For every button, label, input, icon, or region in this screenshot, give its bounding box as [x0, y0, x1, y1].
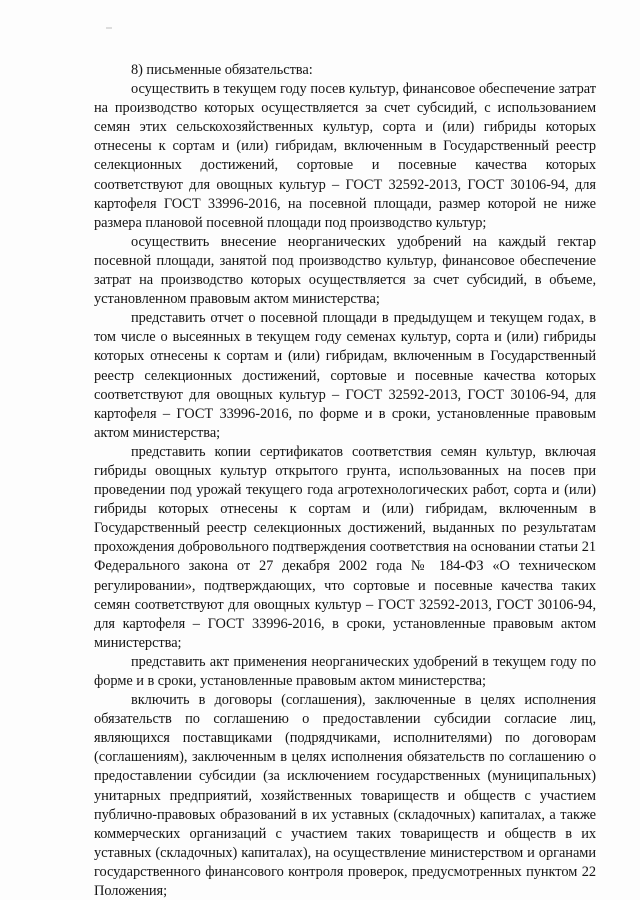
- paragraph-sowing-obligation: осуществить в текущем году посев культур, финансовое обеспечение затрат на производство которых осуществляется за счет субсидий, с использованием семян этих сельскохозяйственных культур, сорта и (или) гибриды которых отнесены к сортам и (или) гибридам, включенным в Государственный реестр селекционных достижений, сортовые и посевные качества которых соответствуют для овощных культур – ГОСТ 32592-2013, ГОСТ 30106-94, для картофеля ГОСТ 33996-2016, на посевной площади, размер которой не ниже размера плановой посевной площади под производство культур;: [94, 81, 596, 231]
- paragraph-contract-consent: включить в договоры (соглашения), заключенные в целях исполнения обязательств по соглашению о предоставлении субсидии согласие лиц, являющихся поставщиками (подрядчиками, исполнителями) по договорам (соглашениям), заключенным в целях исполнения обязательств по соглашению о предоставлении субсидии (за исключением государственных (муниципальных) унитарных предприятий, хозяйственных товариществ и обществ с участием публично-правовых образований в их уставных (складочных) капиталах, а также коммерческих организаций с участием таких товариществ и обществ в их уставных (складочных) капиталах), на осуществление министерством и органами государственного финансового контроля проверок, предусмотренных пунктом 22 Положения;: [94, 692, 596, 900]
- paragraph-fertilizer-act: представить акт применения неорганических удобрений в текущем году по форме и в сроки, установленные правовым актом министерства;: [94, 653, 596, 689]
- paragraph-seed-certificates: представить копии сертификатов соответствия семян культур, включая гибриды овощных культур открытого грунта, использованных на посев при проведении под урожай текущего года агротехнологических работ, сорта и (или) гибриды которых отнесены к сортам и (или) гибридам, включенным в Государственный реестр селекционных достижений, выданных по результатам прохождения добровольного подтверждения соответствия на основании статьи 21 Федерального закона от 27 декабря 2002 года № 184-ФЗ «О техническом регулировании», подтверждающих, что сортовые и посевные качества таких семян соответствуют для овощных культур – ГОСТ 32592-2013, ГОСТ 30106-94, для картофеля – ГОСТ 33996-2016, в сроки, установленные правовым актом министерства;: [94, 443, 596, 651]
- paragraph-sown-area-report: представить отчет о посевной площади в предыдущем и текущем годах, в том числе о высеянных в текущем году семенах культур, сорта и (или) гибриды которых отнесены к сортам и (или) гибридам, включенным в Государственный реестр селекционных достижений, сортовые и посевные качества которых соответствуют для овощных культур – ГОСТ 32592-2013, ГОСТ 30106-94, для картофеля – ГОСТ 33996-2016, по форме и в сроки, установленные правовым актом министерства;: [94, 310, 596, 441]
- item-heading: 8) письменные обязательства:: [131, 62, 313, 78]
- scan-artifact: [106, 27, 112, 29]
- document-body: [94, 61, 596, 901]
- paragraph-fertilizer-obligation: осуществить внесение неорганических удобрений на каждый гектар посевной площади, занятой под производство культур, финансовое обеспечение затрат на производство которых осуществляется за счет субсидий, в объеме, установленном правовым актом министерства;: [94, 233, 596, 308]
